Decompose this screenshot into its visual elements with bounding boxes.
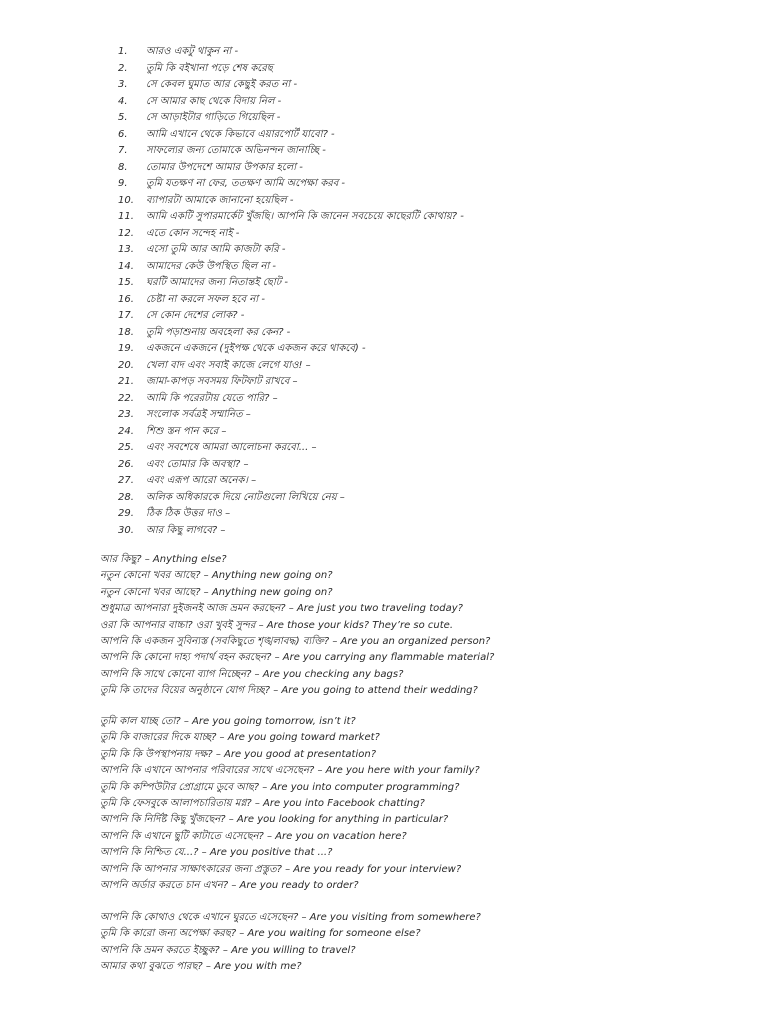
list-item-text: সে আমার কাছ থেকে বিদায় নিল - [146,95,282,107]
phrase-line: আমার কথা বুঝতে পারছ? – Are you with me? [100,961,302,973]
list-item [118,391,464,408]
list-item [118,292,464,309]
list-item-text: সে কেবল ঘুমাত আর কেছুই করত না - [146,79,298,90]
phrase-block-1 [100,552,494,700]
list-item-number: 7. [118,145,128,156]
list-item-number: 22. [118,392,134,404]
list-item-number: 2. [118,62,128,74]
list-item-number: 1. [118,46,128,57]
list-item [118,143,464,160]
list-item-number: 6. [118,128,128,140]
list-item-number: 9. [118,178,128,189]
list-item-text: চেষ্টা না করলে সফল হবে না - [146,293,265,305]
list-item-text: তোমার উপদেশে আমার উপকার হলো - [146,161,303,173]
list-item-number: 5. [118,112,128,123]
phrase-line: তুমি কি বাজারের দিকে যাচ্ছ? – Are you going toward market? [100,732,380,744]
list-item-number: 19. [118,343,134,354]
numbered-list [118,44,464,539]
list-item-text: আর কিছু লাগবে? – [146,524,226,536]
list-item [118,44,464,61]
list-item-number: 4. [118,95,128,107]
list-item-text: ঘরটি আমাদের জন্য নিতান্তই ছোট - [146,277,288,288]
list-item-text: আমি একটি সুপারমার্কেট খুঁজছি। আপনি কি জানেন সবচেয়ে কাছেরটি কোথায়? - [146,211,464,222]
list-item [118,242,464,259]
phrase-line: তুমি কি কারো জন্য অপেক্ষা করছ? – Are you waiting for someone else? [100,928,421,940]
list-item [118,506,464,523]
phrase-line: আপনি কি নিশ্চিত যে...? – Are you positive that ...? [100,847,333,859]
list-item-text: এবং তোমার কি অবস্থা? – [146,458,249,470]
list-item-text: সে আড়াইটার গাড়িতে গিয়েছিল - [146,112,281,123]
phrase-line: আপনি অর্ডার করতে চান এখন? – Are you ready to order? [100,880,359,892]
phrase-line: আপনি কি এখানে ছুটি কাটাতে এসেছেন? – Are you on vacation here? [100,830,407,842]
list-item [118,325,464,342]
list-item [118,473,464,490]
list-item-text: সে কোন দেশের লোক? - [146,310,245,321]
phrase-line: তুমি কি তাদের বিয়ের অনুষ্ঠানে যোগ দিচ্ছ? – Are you going to attend their wedding? [100,685,478,697]
list-item [118,110,464,127]
list-item-text: জামা-কাপড় সবসময় ফিটফাট রাখবে – [146,376,298,387]
list-item-number: 11. [118,211,134,222]
phrase-line: তুমি কাল যাচ্ছ তো? – Are you going tomorrow, isn’t it? [100,716,356,727]
list-item [118,490,464,507]
list-item-number: 18. [118,326,134,338]
phrase-line: আপনি কি ভ্রমন করতে ইচ্ছুক? – Are you willing to travel? [100,944,356,956]
list-item [118,374,464,391]
list-item-text: একজনে একজনে (দুইপক্ষ থেকে একজন করে থাকবে) - [146,343,366,354]
list-item-text: আমি এখানে থেকে কিভাবে এয়ারপোর্ট যাবো? - [146,128,335,140]
list-item [118,209,464,226]
list-item-text: তুমি পড়াশুনায় অবহেলা কর কেন? - [146,326,291,338]
list-item-text: এতে কোন সন্দেহ নাই - [146,227,240,239]
list-item [118,440,464,457]
list-item-number: 8. [118,161,128,173]
list-item-text: শিশু স্তন পান করে – [146,425,227,437]
list-item-number: 28. [118,491,134,503]
list-item-text: আমি কি পরেরটায় যেতে পারি? – [146,392,278,404]
phrase-line: নতুন কোনো খবর আছে? – Anything new going on? [100,586,333,598]
phrase-line: তুমি কি ফেসবুকে আলাপচারিতায় মগ্ন? – Are you into Facebook chatting? [100,798,425,810]
list-item [118,226,464,243]
phrase-line: আপনি কি নির্দিষ্ট কিছু খুঁজছেন? – Are you looking for anything in particular? [100,814,449,826]
list-item [118,523,464,540]
phrase-line: আপনি কি কোনো দাহ্য পদার্থ বহন করছেন? – Are you carrying any flammable material? [100,652,495,664]
list-item-text: খেলা বাদ এবং সবাই কাজে লেগে যাও! – [146,359,311,371]
phrase-line: ওরা কি আপনার বাচ্চা? ওরা খুবই সুন্দর – Are those your kids? They’re so cute. [100,619,454,631]
phrase-line: আপনি কি এখানে আপনার পরিবারের সাথে এসেছেন? – Are you here with your family? [100,765,480,777]
list-item-text: তুমি যতক্ষণ না ফের, ততক্ষণ আমি অপেক্ষা করব - [146,178,346,189]
list-item [118,94,464,111]
list-item-number: 17. [118,310,134,321]
list-item [118,424,464,441]
phrase-line: আপনি কি সাথে কোনো ব্যাগ নিচ্ছেন? – Are you checking any bags? [100,668,404,680]
list-item [118,127,464,144]
list-item [118,77,464,94]
phrase-line: আপনি কি আপনার সাক্ষাৎকারের জন্য প্রস্তুত? – Are you ready for your interview? [100,863,462,875]
list-item-text: তুমি কি বইখানা পড়ে শেষ করেছ [146,62,273,74]
phrase-line: আপনি কি কোথাও থেকে এখানে ঘুরতে এসেছেন? – Are you visiting from somewhere? [100,912,481,923]
list-item [118,275,464,292]
list-item-number: 14. [118,260,134,272]
list-item-text: সংলোক সর্বত্রই সম্মানিত – [146,409,251,420]
phrase-line: শুধুমাত্র আপনারা দুইজনই আজ ভ্রমন করছেন? – Are just you two traveling today? [100,603,463,615]
phrase-line: আপনি কি একজন সুবিন্যস্ত (সবকিছুতে শৃঙ্খলাবদ্ধ) ব্যক্তি? – Are you an organized person? [100,636,491,648]
list-item-number: 10. [118,194,134,206]
list-item-number: 21. [118,376,134,387]
list-item [118,193,464,210]
list-item-text: ঠিক ঠিক উত্তর দাও – [146,508,231,519]
phrase-block-3 [100,910,481,976]
phrase-line: আর কিছু? – Anything else? [100,554,227,565]
list-item-text: অলিক অধিকারকে দিয়ে নোটগুলো লিখিয়ে নেয় – [146,491,345,503]
list-item [118,61,464,78]
list-item [118,160,464,177]
list-item-number: 23. [118,409,134,420]
list-item-number: 29. [118,508,134,519]
list-item-text: এবং এরূপ আরো অনেক। – [146,475,257,486]
list-item-number: 12. [118,227,134,239]
list-item [118,341,464,358]
list-item-number: 25. [118,442,134,453]
list-item [118,259,464,276]
list-item-text: সাফল্যের জন্য তোমাকে অভিনন্দন জানাচ্ছি - [146,145,326,156]
phrase-line: তুমি কি কম্পিউটার প্রোগ্রামে ডুবে আছ? – Are you into computer programming? [100,781,460,793]
list-item [118,407,464,424]
list-item-text: এসো তুমি আর আমি কাজটা করি - [146,244,286,255]
list-item [118,457,464,474]
list-item-number: 24. [118,425,134,437]
list-item [118,308,464,325]
list-item-text: এবং সবশেষে আমরা আলোচনা করবো... – [146,442,317,453]
list-item-text: আরও একটু থাকুন না - [146,46,239,57]
list-item-number: 13. [118,244,134,255]
phrase-line: তুমি কি কি উপস্থাপনায় দক্ষ? – Are you good at presentation? [100,748,377,760]
phrase-line: নতুন কোনো খবর আছে? – Anything new going on? [100,570,333,582]
list-item [118,358,464,375]
phrase-block-2 [100,714,480,894]
list-item-text: আমাদের কেউ উপস্থিত ছিল না - [146,260,277,272]
list-item-number: 3. [118,79,128,90]
list-item-number: 26. [118,458,134,470]
list-item-number: 16. [118,293,134,305]
list-item-number: 20. [118,359,134,371]
list-item-number: 15. [118,277,134,288]
list-item-number: 30. [118,524,134,536]
list-item-number: 27. [118,475,134,486]
list-item-text: ব্যাপারটা আমাকে জানানো হয়েছিল - [146,194,294,206]
list-item [118,176,464,193]
